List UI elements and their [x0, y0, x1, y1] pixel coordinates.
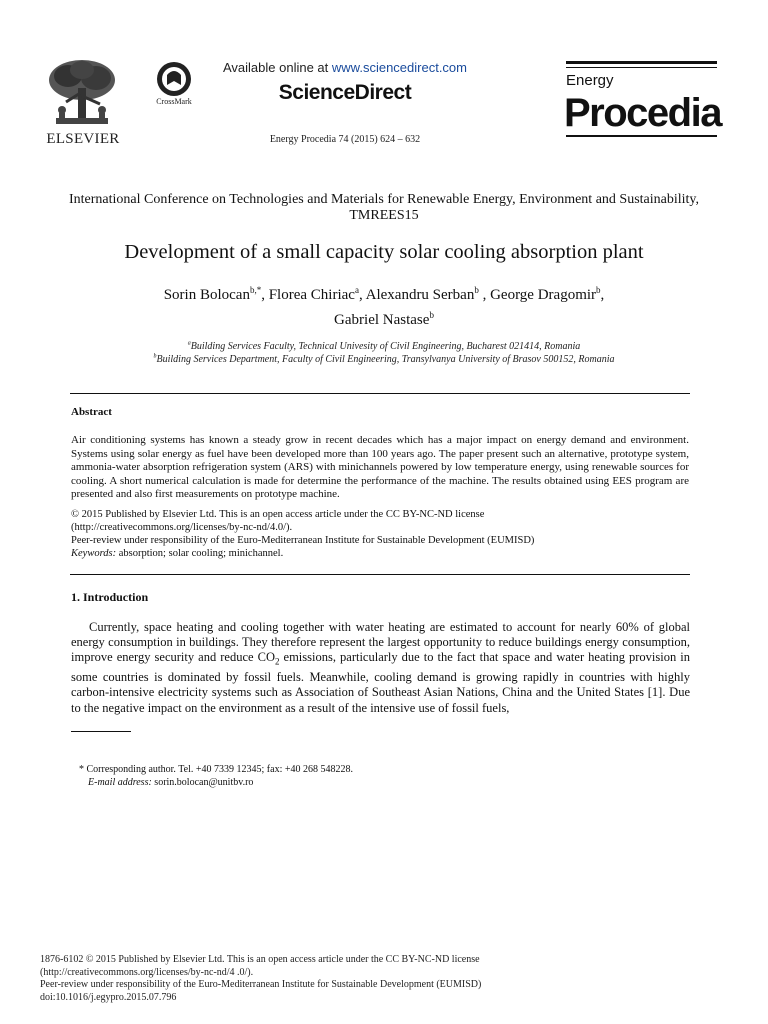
journal-logo-rule-bottom	[566, 135, 717, 137]
conference-name: International Conference on Technologies and Materials for Renewable Energy, Environment and Sustainability, TMREES15	[69, 192, 699, 223]
email-line	[79, 777, 679, 790]
sciencedirect-logo: ScienceDirect	[278, 81, 412, 104]
footnote-marker: *	[79, 764, 84, 775]
elsevier-tree-icon	[46, 58, 118, 128]
journal-reference: Energy Procedia 74 (2015) 624 – 632	[269, 134, 421, 145]
available-online-prefix: Available online at	[222, 60, 332, 75]
affiliation-marker: a	[187, 340, 191, 347]
author-name: Sorin Bolocan	[163, 287, 250, 303]
abstract-top-rule	[70, 393, 690, 394]
author-affiliation-marker: b,*	[249, 285, 262, 295]
section-heading-introduction: 1. Introduction	[71, 590, 149, 604]
email-address[interactable]: sorin.bolocan@unitbv.ro	[151, 776, 254, 788]
affiliation-item	[40, 340, 728, 353]
affiliation-list	[40, 340, 728, 366]
copyright-footer	[40, 954, 680, 1004]
peer-review-line: Peer-review under responsibility of the Euro-Mediterranean Institute for Sustainable Development (EUMISD)	[71, 535, 535, 546]
introduction-text-part1: Currently, space heating and cooling together with water heating are estimated to account for nearly 60% of global energy consumption in buildings. They therefore represent the largest opportunity to reduce buildings energy consumption, improve energy security and reduce CO	[71, 620, 690, 665]
abstract-text: Air conditioning systems has known a steady grow in recent decades which has a major impact on energy demand and environment. Systems using solar energy as fuel have been developed more than 100 years ago. The paper present such an alternative, prototype system, ammonia-water absorption refrigeration system (ARS) with minichannels powered by low temperature energy, using renewable sources for cooling. A short numerical calculation is made for determine the performance of the machine. The results obtained using EES program are presented and also first measurements on prototype machine.	[71, 434, 689, 500]
keywords-label: Keywords:	[71, 548, 117, 559]
footer-license-link[interactable]: (http://creativecommons.org/licenses/by-nc-nd/4 .0/).	[40, 966, 254, 978]
journal-logo-name: Procedia	[564, 91, 721, 135]
abstract-heading: Abstract	[71, 406, 112, 418]
corresponding-author-text: Corresponding author. Tel. +40 7339 12345; fax: +40 268 548228.	[84, 764, 353, 775]
introduction-paragraph	[71, 620, 690, 716]
author-list	[40, 283, 728, 333]
author-affiliation-marker: a	[354, 285, 359, 295]
license-link[interactable]: (http://creativecommons.org/licenses/by-nc-nd/4.0/).	[71, 522, 293, 533]
license-line: © 2015 Published by Elsevier Ltd. This is an open access article under the CC BY-NC-ND license	[71, 509, 485, 520]
available-online-line	[180, 60, 510, 75]
author-name: Florea Chiriac	[268, 287, 355, 303]
journal-logo-rule-thin	[566, 67, 717, 68]
author-separator: ,	[261, 287, 269, 303]
doi-line[interactable]: doi:10.1016/j.egypro.2015.07.796	[40, 991, 177, 1003]
affiliation-marker: b	[153, 353, 157, 360]
journal-logo-kicker: Energy	[566, 72, 614, 89]
email-label: E-mail address:	[88, 776, 152, 788]
affiliation-text: Building Services Faculty, Technical Univesity of Civil Engineering, Bucharest 021414, Romania	[190, 341, 581, 352]
author-affiliation-marker: b	[474, 285, 479, 295]
abstract-bottom-rule	[70, 574, 690, 575]
introduction-subscript: 2	[274, 656, 280, 667]
author-separator: ,	[358, 287, 366, 303]
corresponding-author-footnote	[79, 764, 679, 789]
keywords-line	[71, 547, 689, 560]
author-name: Gabriel Nastase	[334, 312, 430, 328]
author-name: George Dragomir	[490, 287, 597, 303]
author-name: Alexandru Serban	[365, 287, 475, 303]
crossmark-label: CrossMark	[156, 97, 192, 106]
elsevier-logo	[40, 58, 126, 148]
introduction-text-part2: emissions, particularly due to the fact that space and water heating provision in some countries is dominated by fossil fuels. Meanwhile, cooling demand is growing rapidly in countries with highly carbon-intensive electricity systems such as Association of Southeast Asian Nations, China and the United States [1]. Due to the negative impact on the environment as a result of the intensive use of fossil fuels,	[71, 650, 690, 715]
keywords-list: absorption; solar cooling; minichannel.	[116, 548, 284, 559]
author-affiliation-marker: b	[596, 285, 601, 295]
footnote-rule	[71, 731, 131, 732]
journal-logo-rule-top	[566, 61, 717, 64]
affiliation-item	[40, 353, 728, 366]
author-separator: ,	[478, 287, 491, 303]
author-separator: ,	[600, 287, 605, 303]
sciencedirect-link[interactable]: www.sciencedirect.com	[331, 60, 467, 75]
issn-copyright-line: 1876-6102 © 2015 Published by Elsevier Ltd. This is an open access article under the CC BY-NC-ND license	[40, 954, 480, 965]
affiliation-text: Building Services Department, Faculty of Civil Engineering, Transylvanya University of Brasov 500152, Romania	[156, 354, 615, 365]
corresponding-author-line	[79, 764, 679, 777]
paper-title: Development of a small capacity solar cooling absorption plant	[124, 241, 644, 263]
author-affiliation-marker: b	[429, 310, 434, 320]
elsevier-wordmark: ELSEVIER	[46, 131, 120, 147]
license-block	[71, 508, 689, 560]
footer-peer-review-line: Peer-review under responsibility of the Euro-Mediterranean Institute for Sustainable Development (EUMISD)	[40, 979, 482, 990]
